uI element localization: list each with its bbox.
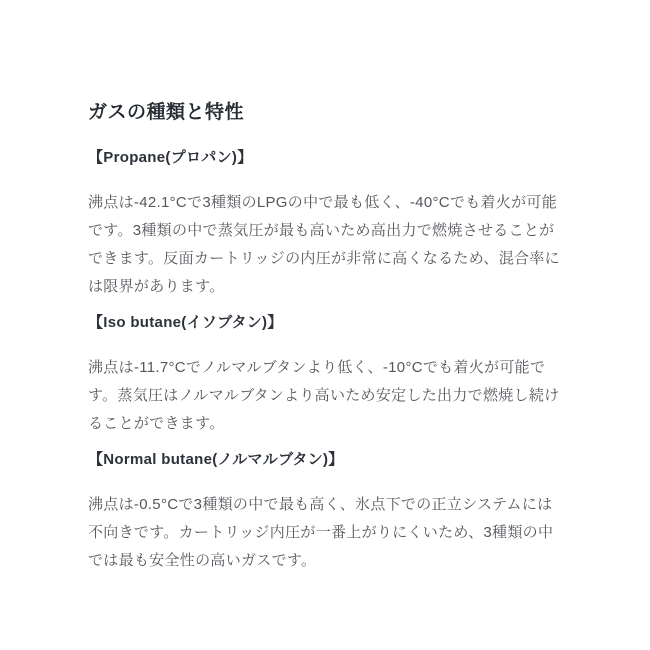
section-body-iso-butane: 沸点は-11.7°Cでノルマルブタンより低く、-10°Cでも着火が可能です。蒸気圧はノルマルブタンより高いため安定した出力で燃焼し続けることができます。 [88, 359, 560, 432]
section-body-normal-butane: 沸点は-0.5°Cで3種類の中で最も高く、氷点下での正立システムには不向きです。カートリッジ内圧が一番上がりにくいため、3種類の中では最も安全性の高いガスです。 [88, 496, 554, 569]
page-title: ガスの種類と特性 [88, 102, 245, 123]
section-body-propane: 沸点は-42.1°Cで3種類のLPGの中で最も低く、-40°Cでも着火が可能です。3種類の中で蒸気圧が最も高いため高出力で燃焼させることができます。反面カートリッジの内圧が非常に高くなるため、混合率には限界があります。 [88, 194, 560, 295]
section-heading-propane: 【Propane(プロパン)】 [88, 149, 253, 166]
content-area [88, 99, 560, 583]
section-heading-normal-butane: 【Normal butane(ノルマルブタン)】 [88, 451, 344, 468]
section-propane [88, 144, 560, 301]
section-normal-butane [88, 446, 560, 575]
section-heading-iso-butane: 【Iso butane(イソブタン)】 [88, 314, 283, 331]
section-iso-butane [88, 309, 560, 438]
